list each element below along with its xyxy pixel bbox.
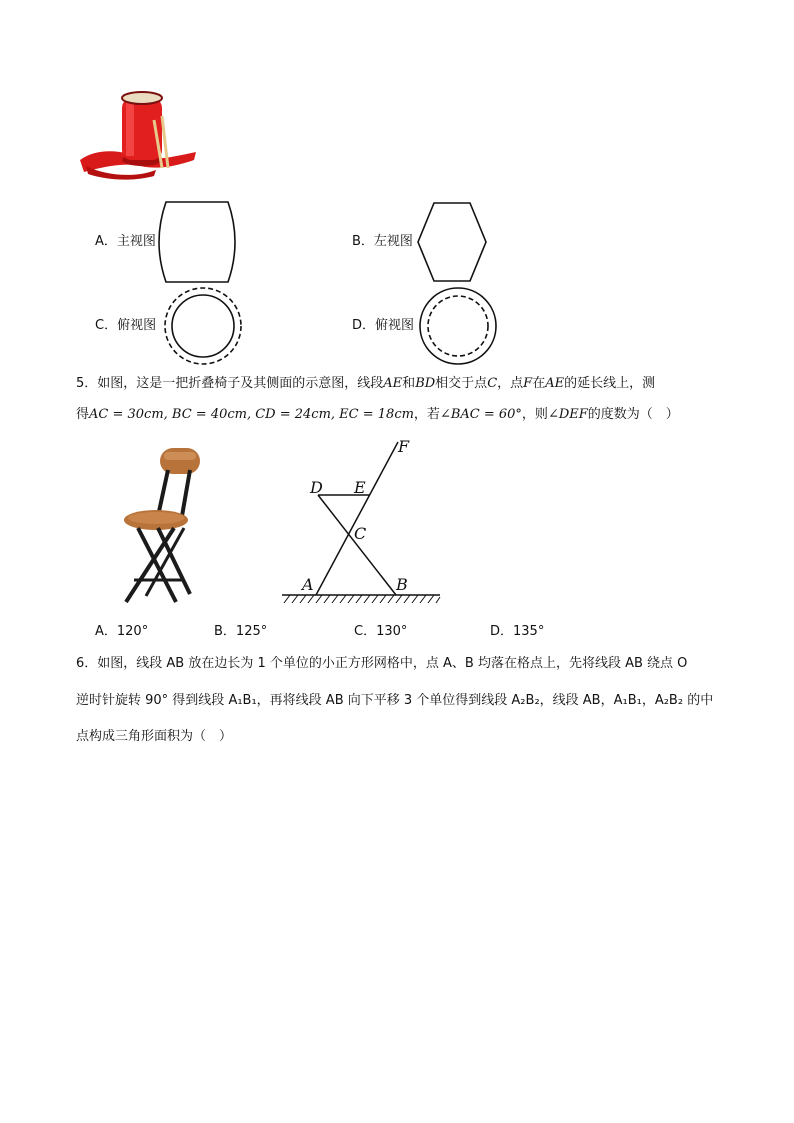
- q4-option-d-top-view-shape: [418, 286, 498, 366]
- folding-chair-image: [118, 444, 210, 606]
- question-6-line-1: 6．如图，线段 AB 放在边长为 1 个单位的小正方形网格中，点 A、B 均落在格点上，先将线段 AB 绕点 O: [76, 656, 688, 671]
- point-label-b: B: [396, 575, 408, 594]
- q4-option-b-label: B．左视图: [352, 234, 413, 249]
- point-label-a: A: [302, 575, 314, 594]
- q5-option-a: A．120°: [95, 624, 149, 639]
- q4-option-a-label: A．主视图: [95, 234, 156, 249]
- q4-option-a-front-view-shape: [158, 199, 236, 285]
- question-5-line-1: 5．如图，这是一把折叠椅子及其侧面的示意图，线段AE和BD相交于点C，点F在AE的延长线上，测: [76, 376, 656, 391]
- q4-option-c-label: C．俯视图: [95, 318, 157, 333]
- q4-option-b-left-view-shape: [416, 201, 488, 283]
- point-label-e: E: [354, 478, 366, 497]
- folding-chair-side-diagram: [278, 432, 444, 606]
- question-6-line-3: 点构成三角形面积为（ ）: [76, 729, 233, 744]
- point-label-f: F: [398, 437, 410, 456]
- question-6-line-2: 逆时针旋转 90° 得到线段 A₁B₁，再将线段 AB 向下平移 3 个单位得到线段 A₂B₂，线段 AB，A₁B₁，A₂B₂ 的中: [76, 693, 714, 708]
- q5-option-d: D．135°: [490, 624, 545, 639]
- q4-option-d-label: D．俯视图: [352, 318, 415, 333]
- point-label-c: C: [354, 524, 367, 543]
- q5-option-c: C．130°: [354, 624, 408, 639]
- drum-image: [76, 86, 200, 180]
- q5-option-b: B．125°: [214, 624, 268, 639]
- question-5-line-2: 得AC = 30cm, BC = 40cm, CD = 24cm, EC = 18cm，若∠BAC = 60°，则∠DEF的度数为（ ）: [76, 407, 679, 422]
- point-label-d: D: [310, 478, 323, 497]
- q4-option-c-top-view-shape: [162, 285, 244, 367]
